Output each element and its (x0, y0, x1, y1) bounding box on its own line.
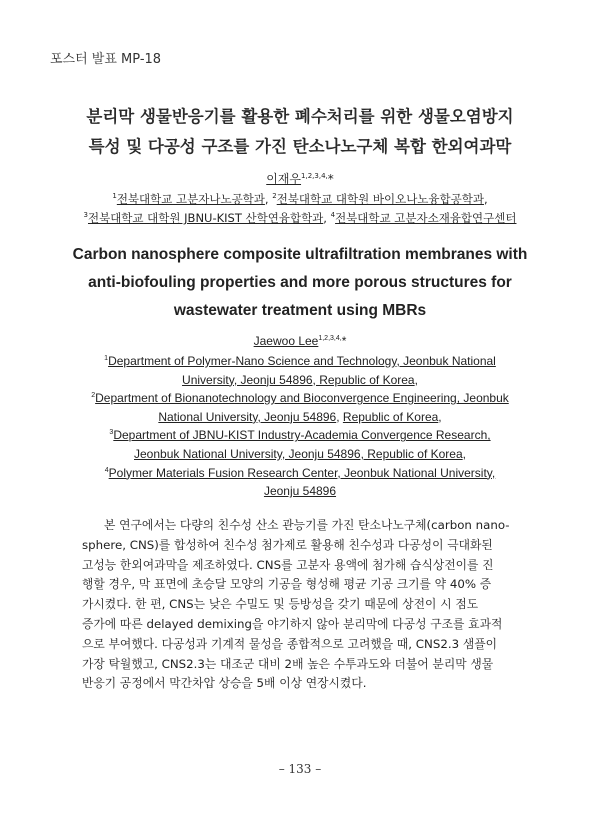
abstract-line: 증가에 따른 delayed demixing을 야기하지 않아 분리막에 다공성 구조를 효과적 (82, 616, 503, 631)
page-number: – 133 – (278, 762, 322, 776)
english-affiliations (0, 352, 600, 501)
korean-title-line: 분리막 생물반응기를 활용한 폐수처리를 위한 생물오염방지 (86, 107, 514, 126)
affil-number: 2 (272, 192, 277, 201)
affil-number: 4 (104, 466, 109, 474)
english-affiliation-line (0, 464, 600, 483)
korean-affiliation-line (0, 190, 600, 209)
abstract-line: sphere, CNS)를 합성하여 친수성 첨가제로 활용해 친수성과 다공성이 극대화된 (82, 537, 493, 552)
affil-text: Department of Bionanotechnology and Bioconvergence Engineering, Jeonbuk (95, 391, 509, 406)
affil-number: 2 (91, 392, 96, 400)
abstract-line: 본 연구에서는 다량의 친수성 산소 관능기를 가진 탄소나노구체(carbon nano- (104, 518, 510, 532)
affil-number: 1 (112, 192, 117, 201)
abstract-line: 행할 경우, 막 표면에 초승달 모양의 기공을 형성해 평균 기공 크기를 약 40% 증 (82, 577, 492, 592)
affil-separator: , (323, 211, 331, 225)
english-affiliation-line (0, 389, 600, 408)
affil-text: Jeonbuk National University, Jeonju 54896, Republic of Korea (134, 446, 463, 461)
english-title-line: Carbon nanosphere composite ultrafiltration membranes with (72, 246, 528, 263)
english-title-line: anti-biofouling properties and more porous structures for (88, 274, 512, 291)
abstract-line: 으로 부여했다. 다공성과 기계적 물성을 종합적으로 고려했을 때, CNS2.3 샘플이 (82, 636, 498, 651)
affil-number: 3 (109, 429, 114, 437)
affil-text: Department of JBNU-KIST Industry-Academia Convergence Research, (113, 428, 491, 443)
affil-end: , (462, 446, 466, 461)
affil-text: 전북대학교 대학원 JBNU-KIST 산학연융합학과 (87, 211, 324, 225)
affil-text: Department of Polymer-Nano Science and Technology, Jeonbuk National (108, 354, 496, 368)
affil-separator: , (264, 192, 273, 206)
korean-affiliation-line (0, 209, 600, 228)
english-affiliation-line (0, 445, 600, 464)
abstract-line: 고성능 한외여과막을 제조하였다. CNS를 고분자 용액에 첨가해 습식상전이를 진 (82, 557, 494, 572)
english-affiliation-line (0, 371, 600, 390)
affil-end: , (438, 409, 442, 424)
english-affiliation-line (0, 482, 600, 501)
session-label: 포스터 발표 MP-18 (50, 52, 162, 67)
affil-separator: , (336, 409, 343, 424)
affil-text: 전북대학교 고분자소재융합연구센터 (335, 211, 517, 225)
english-title (0, 241, 600, 325)
corresponding-star: * (327, 172, 334, 186)
korean-affiliations (0, 190, 600, 228)
english-author (0, 334, 600, 348)
affil-text: Republic of Korea (342, 409, 439, 424)
abstract (82, 516, 522, 694)
english-title-line: wastewater treatment using MBRs (173, 302, 427, 319)
affil-text: Jeonju 54896 (263, 484, 337, 499)
korean-author (0, 170, 600, 187)
author-affil-sup: 1,2,3,4, (318, 335, 342, 342)
english-affiliation-line (0, 352, 600, 371)
affil-end: , (483, 192, 488, 206)
affil-text: University, Jeonju 54896, Republic of Korea (182, 372, 415, 387)
affil-text: National University, Jeonju 54896 (158, 409, 337, 424)
english-affiliation-line (0, 426, 600, 445)
english-author-name: Jaewoo Lee (253, 334, 319, 348)
korean-title (0, 102, 600, 162)
abstract-line: 반응기 공정에서 막간차압 상승을 5배 이상 연장시켰다. (82, 676, 367, 691)
affil-number: 3 (83, 211, 88, 220)
affil-text: Polymer Materials Fusion Research Center, Jeonbuk National University, (108, 465, 496, 480)
abstract-line: 가시켰다. 한 편, CNS는 낮은 수밀도 및 등방성을 갖기 때문에 상전이 시 점도 (82, 597, 479, 612)
abstract-line: 가장 탁월했고, CNS2.3는 대조군 대비 2배 높은 수투과도와 더불어 분리막 생물 (82, 656, 494, 671)
korean-author-name: 이재우 (266, 172, 302, 186)
affil-text: 전북대학교 대학원 바이오나노융합공학과 (276, 192, 484, 206)
corresponding-star: * (341, 334, 347, 348)
english-affiliation-line (0, 408, 600, 427)
affil-number: 1 (104, 355, 109, 362)
affil-end: , (414, 372, 418, 387)
affil-text: 전북대학교 고분자나노공학과 (116, 192, 265, 206)
author-affil-sup: 1,2,3,4, (301, 172, 328, 180)
korean-title-line: 특성 및 다공성 구조를 가진 탄소나노구체 복합 한외여과막 (88, 137, 512, 156)
affil-number: 4 (330, 211, 336, 220)
